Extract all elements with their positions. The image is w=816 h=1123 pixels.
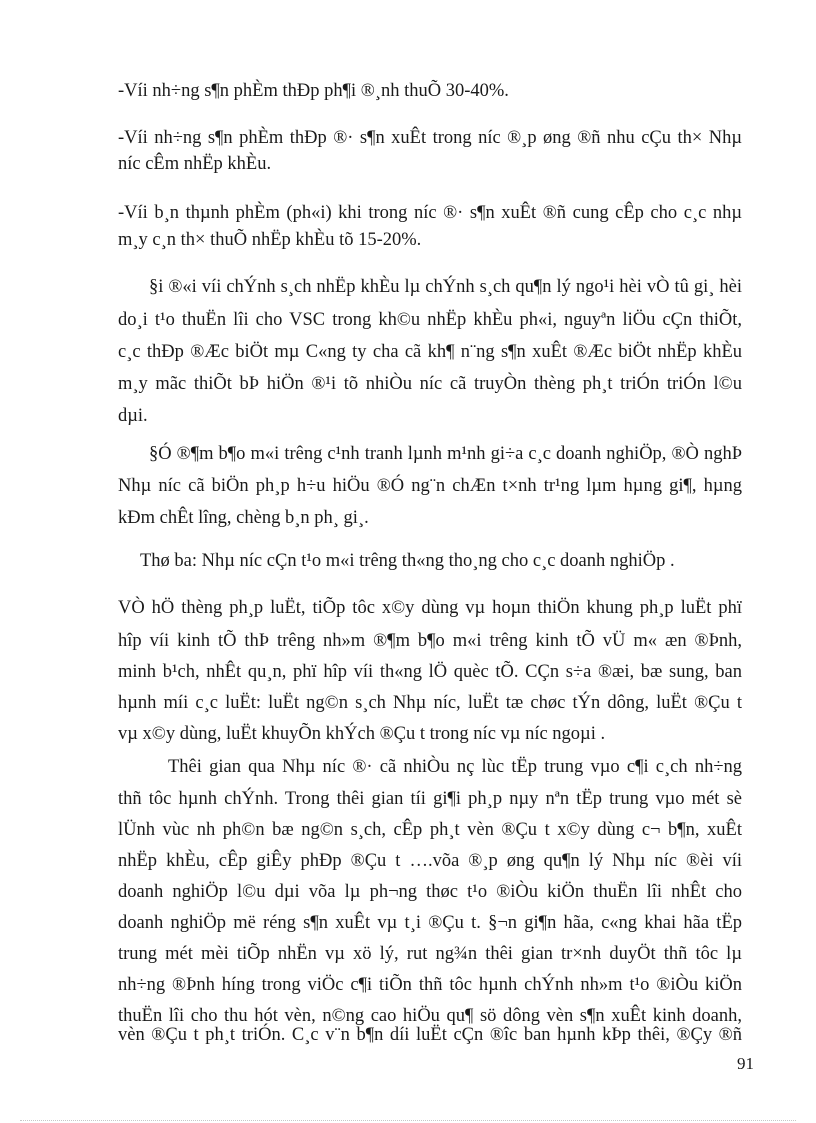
text-line: -Víi nh÷ng s¶n phÈm thÐp ph¶i ®¸nh thuÕ 30-40%. — [118, 81, 509, 101]
text-line: do¸i t¹o thuËn lîi cho VSC trong kh©u nhËp khÈu ph«i, nguyªn liÖu cÇn thiÕt, — [118, 310, 742, 330]
text-line: doanh nghiÖp l©u dµi võa lµ ph¬ng thøc t¹o ®iÒu kiÖn thuËn lîi nhÊt cho — [118, 882, 742, 902]
text-line: minh b¹ch, nhÊt qu¸n, phï hîp víi th«ng lÖ quèc tÕ. CÇn s÷a ®æi, bæ sung, ban — [118, 662, 742, 682]
text-line: kÐm chÊt lîng, chèng b¸n ph¸ gi¸. — [118, 508, 369, 528]
page-number: 91 — [737, 1054, 754, 1073]
text-line: vèn ®Çu t ph¸t triÓn. C¸c v¨n b¶n díi luËt cÇn ®îc ban hµnh kÞp thêi, ®Çy ®ñ — [118, 1025, 742, 1045]
text-line: nh÷ng ®Þnh híng trong viÖc c¶i tiÕn thñ tôc hµnh chÝnh nh»m t¹o ®iÒu kiÖn — [118, 975, 742, 995]
text-line: doanh nghiÖp më réng s¶n xuÊt vµ t¸i ®Çu t. §¬n gi¶n hãa, c«ng khai hãa tËp — [118, 913, 742, 933]
text-line: -Víi b¸n thµnh phÈm (ph«i) khi trong níc ®· s¶n xuÊt ®ñ cung cÊp cho c¸c nhµ — [118, 203, 742, 223]
text-line: c¸c thÐp ®Æc biÖt mµ C«ng ty cha cã kh¶ n¨ng s¶n xuÊt ®Æc biÖt nhËp khÈu — [118, 342, 742, 362]
text-line: níc cÊm nhËp khÈu. — [118, 154, 272, 174]
text-line: -Víi nh÷ng s¶n phÈm thÐp ®· s¶n xuÊt trong níc ®¸p øng ®ñ nhu cÇu th× Nhµ — [118, 128, 742, 148]
page-divider — [20, 1120, 796, 1121]
text-line: hîp víi kinh tÕ thÞ trêng nh»m ®¶m b¶o m«i trêng kinh tÕ vÜ m« æn ®Þnh, — [118, 631, 742, 651]
text-line: Thêi gian qua Nhµ níc ®· cã nhiÒu nç lùc tËp trung vµo c¶i c¸ch nh÷ng — [168, 757, 742, 777]
section-heading: Thø ba: Nhµ níc cÇn t¹o m«i trêng th«ng tho¸ng cho c¸c doanh nghiÖp . — [140, 551, 675, 571]
text-line: hµnh míi c¸c luËt: luËt ng©n s¸ch Nhµ níc, luËt tæ chøc tÝn dông, luËt ®Çu t — [118, 693, 742, 713]
text-line: vµ x©y dùng, luËt khuyÕn khÝch ®Çu t trong níc vµ níc ngoµi . — [118, 724, 606, 744]
text-line: m¸y c¸n th× thuÕ nhËp khÈu tõ 15-20%. — [118, 230, 422, 250]
text-line: Nhµ níc cã biÖn ph¸p h÷u hiÖu ®Ó ng¨n chÆn t×nh tr¹ng lµm hµng gi¶, hµng — [118, 476, 742, 496]
text-line: dµi. — [118, 406, 148, 426]
text-line: nhËp khÈu, cÊp giÊy phÐp ®Çu t ….võa ®¸p øng qu¶n lý Nhµ níc ®èi víi — [118, 851, 742, 871]
text-line: §Ó ®¶m b¶o m«i trêng c¹nh tranh lµnh m¹nh gi÷a c¸c doanh nghiÖp, ®Ò nghÞ — [149, 444, 742, 464]
text-line: §i ®«i víi chÝnh s¸ch nhËp khÈu lµ chÝnh s¸ch qu¶n lý ngo¹i hèi vÒ tû gi¸ hèi — [149, 277, 742, 297]
text-line: lÜnh vùc nh ph©n bæ ng©n s¸ch, cÊp ph¸t vèn ®Çu t x©y dùng c¬ b¶n, xuÊt — [118, 820, 742, 840]
text-line: thuËn lîi cho thu hót vèn, n©ng cao hiÖu qu¶ sö dông vèn s¶n xuÊt kinh doanh, — [118, 1006, 742, 1026]
text-line: trung mét mèi tiÕp nhËn vµ xö lý, rut ng¾n thêi gian tr×nh duyÖt thñ tôc lµ — [118, 944, 742, 964]
text-line: VÒ hÖ thèng ph¸p luËt, tiÕp tôc x©y dùng vµ hoµn thiÖn khung ph¸p luËt phï — [118, 598, 742, 618]
text-line: thñ tôc hµnh chÝnh. Trong thêi gian tíi gi¶i ph¸p nµy nªn tËp trung vµo mét sè — [118, 789, 742, 809]
text-line: m¸y mãc thiÕt bÞ hiÖn ®¹i tõ nhiÒu níc cã truyÒn thèng ph¸t triÓn triÓn l©u — [118, 374, 742, 394]
